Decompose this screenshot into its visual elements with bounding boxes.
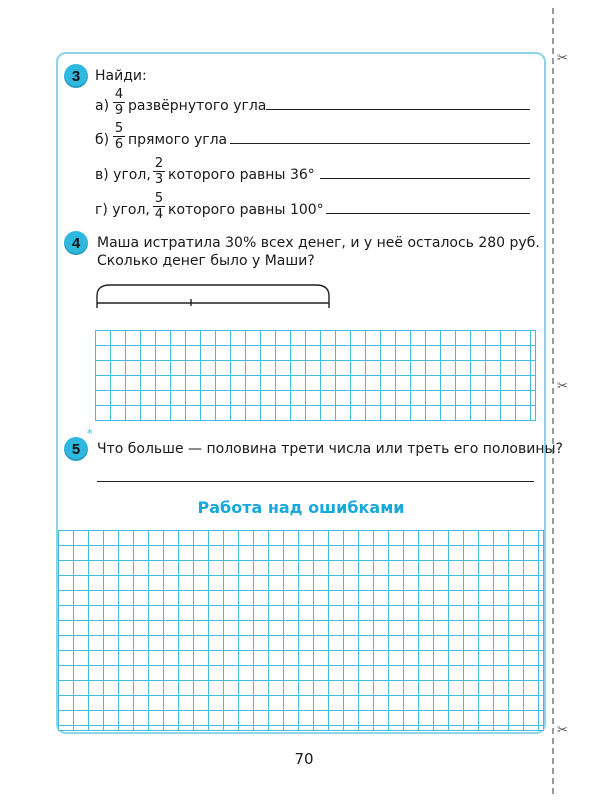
task-3a-text: развёрнутого угла: [128, 98, 267, 114]
task-3b-answer-line[interactable]: [230, 143, 530, 144]
task-3-title: Найди:: [95, 68, 147, 84]
task-3v-fraction: [153, 157, 165, 186]
task-3g-answer-line[interactable]: [326, 213, 530, 214]
errors-section-heading: Работа над ошибками: [197, 498, 405, 517]
task-5-answer-line[interactable]: [97, 481, 534, 482]
task-4-text-line2: Сколько денег было у Маши?: [97, 253, 315, 269]
fraction-numerator: 5: [154, 191, 164, 206]
fraction-numerator: 2: [154, 156, 164, 171]
task-3b-text: прямого угла: [128, 132, 228, 148]
task-3a-label: а): [95, 98, 110, 114]
task-3v-label: в) угол,: [95, 167, 151, 183]
task-4-number: 4: [71, 234, 81, 252]
fraction-numerator: 5: [114, 121, 124, 136]
task-3g-text: которого равны 100°: [168, 202, 324, 218]
difficulty-star-icon: *: [87, 427, 93, 440]
task-4-grid[interactable]: [95, 330, 536, 421]
fraction-numerator: 4: [114, 87, 124, 102]
task-3-badge: [64, 64, 88, 88]
task-4-badge: [64, 231, 88, 255]
task-5-badge: [64, 437, 88, 461]
task-5-question: Что больше — половина трети числа или треть его половины?: [97, 441, 563, 457]
task-3a-fraction: [113, 88, 125, 117]
task-4-text-line1: Маша истратила 30% всех денег, и у неё осталось 280 руб.: [97, 235, 540, 251]
scissors-icon: ✂: [557, 51, 568, 66]
task-3b-label: б): [95, 132, 110, 148]
task-5-number: 5: [71, 440, 81, 458]
fraction-denominator: 4: [154, 207, 164, 222]
fraction-denominator: 3: [154, 172, 164, 187]
task-3v-text: которого равны 36°: [168, 167, 315, 183]
scissors-icon: ✂: [557, 723, 568, 738]
scissors-icon: ✂: [557, 379, 568, 394]
task-3-number: 3: [71, 67, 81, 85]
fraction-denominator: 6: [114, 137, 124, 152]
page-number: 70: [294, 750, 314, 768]
cut-line: [552, 8, 554, 794]
task-3v-answer-line[interactable]: [320, 178, 530, 179]
errors-grid[interactable]: [58, 530, 544, 731]
task-3b-fraction: [113, 122, 125, 151]
segment-bracket: [97, 285, 329, 308]
fraction-denominator: 9: [114, 103, 124, 118]
task-3g-label: г) угол,: [95, 202, 150, 218]
task-3a-answer-line[interactable]: [266, 109, 530, 110]
segment-diagram: [96, 282, 332, 310]
task-3g-fraction: [153, 192, 165, 221]
